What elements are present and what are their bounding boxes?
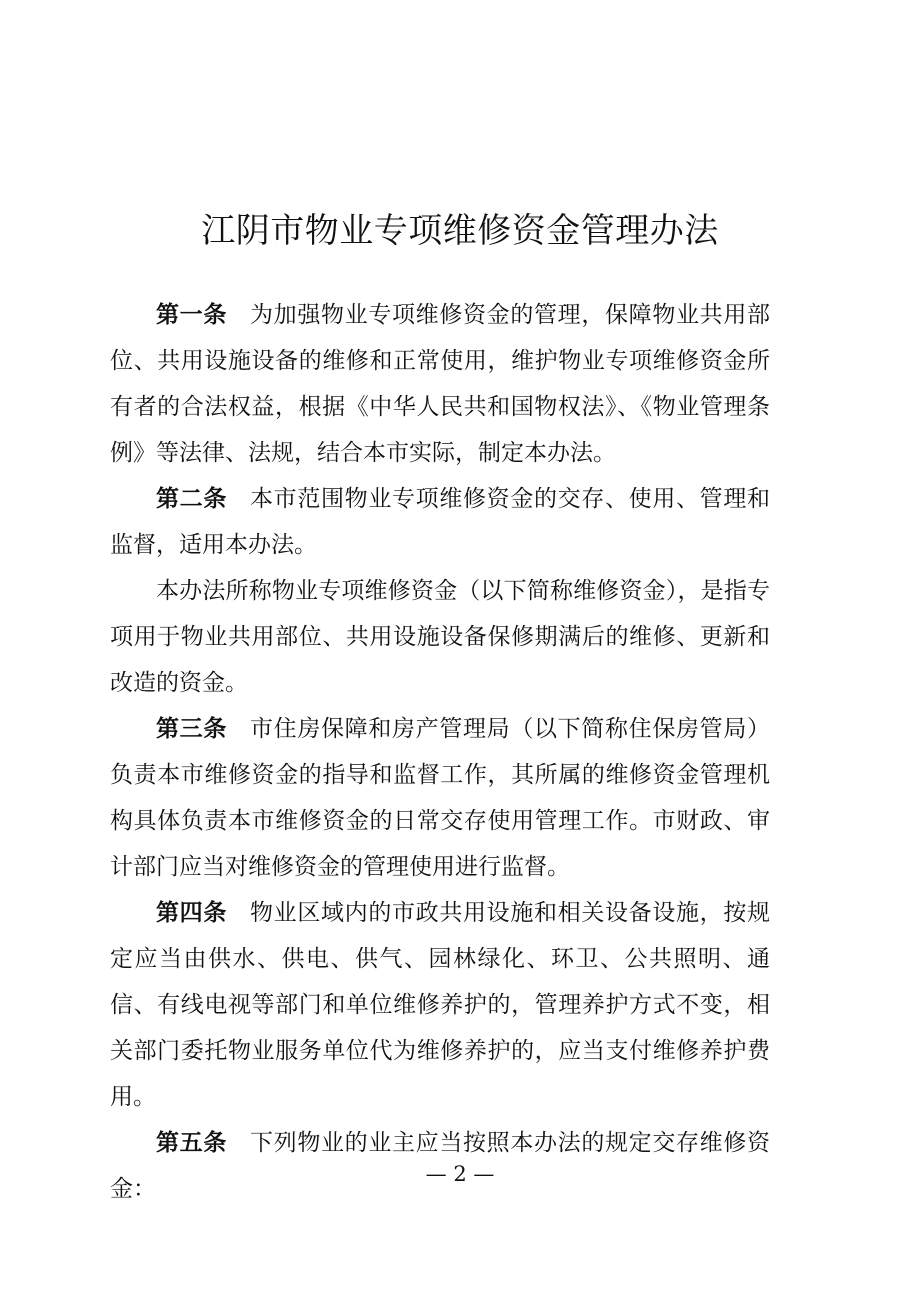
article-label: 第一条 [156,302,227,328]
paragraph-article-3 [110,706,770,890]
article-label: 第五条 [156,1130,227,1156]
article-label: 第二条 [156,486,227,512]
document-title: 江阴市物业专项维修资金管理办法 [201,210,719,251]
paragraph-article-2 [110,476,770,568]
article-label: 第四条 [156,900,227,926]
article-text: 市住房保障和房产管理局（以下简称住保房管局）负责本市维修资金的指导和监督工作，其所属的维修资金管理机构具体负责本市维修资金的日常交存使用管理工作。市财政、审计部门应当对维修资金的管理使用进行监督。 [110,716,770,880]
article-label: 第三条 [156,716,227,742]
paragraph-article-1 [110,292,770,476]
article-text: 下列物业的业主应当按照本办法的规定交存维修资金： [110,1130,770,1202]
paragraph-article-4 [110,890,770,1120]
article-text: 本市范围物业专项维修资金的交存、使用、管理和监督，适用本办法。 [110,486,770,558]
article-text: 本办法所称物业专项维修资金（以下简称维修资金），是指专项用于物业共用部位、共用设施设备保修期满后的维修、更新和改造的资金。 [110,578,770,696]
article-text: 物业区域内的市政共用设施和相关设备设施，按规定应当由供水、供电、供气、园林绿化、环卫、公共照明、通信、有线电视等部门和单位维修养护的，管理养护方式不变，相关部门委托物业服务单位代为维修养护的，应当支付维修养护费用。 [110,900,770,1110]
document-body [110,292,770,1212]
page-number: — 2 — [425,1162,495,1186]
paragraph-article-2-definition [110,568,770,706]
article-text: 为加强物业专项维修资金的管理，保障物业共用部位、共用设施设备的维修和正常使用，维护物业专项维修资金所有者的合法权益，根据《中华人民共和国物权法》、《物业管理条例》等法律、法规，结合本市实际，制定本办法。 [110,302,770,466]
